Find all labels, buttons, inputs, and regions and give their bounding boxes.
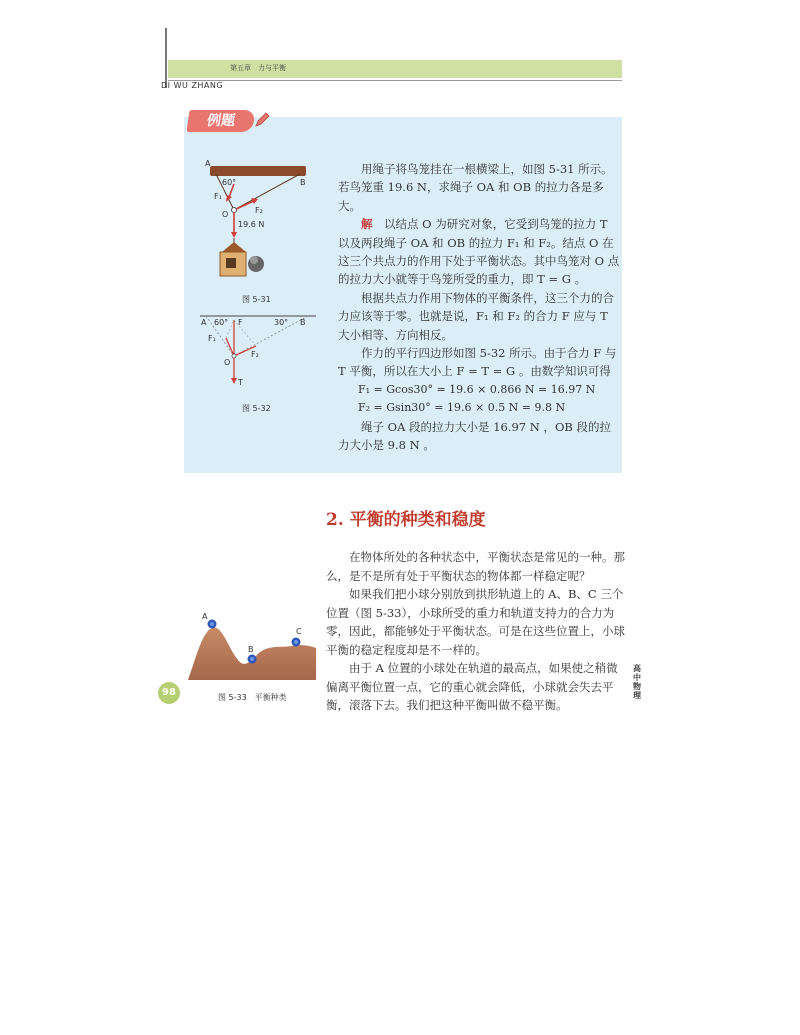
example-tag: 例题 xyxy=(186,110,255,132)
example-question: 用绳子将鸟笼挂在一根横梁上，如图 5-31 所示。若鸟笼重 19.6 N，求绳子 OA 和 OB 的拉力各是多大。 xyxy=(338,162,613,213)
example-conclusion: 绳子 OA 段的拉力大小是 16.97 N ，OB 段的拉力大小是 9.8 N 。 xyxy=(338,419,612,453)
fig31-angle: 60° xyxy=(222,178,237,187)
section-title: 2. 平衡的种类和稳度 xyxy=(326,510,486,530)
fig32-label-b: B xyxy=(300,318,306,327)
example-solution xyxy=(338,215,620,289)
fig31-label-o: O xyxy=(222,210,229,219)
fig31-caption: 图 5-31 xyxy=(242,295,271,304)
fig32-angle2: 30° xyxy=(274,318,289,327)
fig33-caption: 图 5-33 平衡种类 xyxy=(218,693,287,702)
example-paragraph-3: 根据共点力作用下物体的平衡条件，这三个力的合力应该等于零。也就是说，F₁ 和 F₂ 的合力 F 应与 T 大小相等、方向相反。 xyxy=(338,290,614,342)
fig31-label-f2: F₂ xyxy=(255,206,263,215)
example-paragraph-4: 作力的平行四边形如图 5-32 所示。由于合力 F 与 T 平衡，所以在大小上 F = T = G 。由数学知识可得 xyxy=(338,346,617,379)
page-number: 98 xyxy=(158,682,180,704)
chapter-title: 第五章 力与平衡 xyxy=(230,64,286,72)
fig31-label-a: A xyxy=(205,159,211,168)
header-rule xyxy=(168,80,622,81)
example-text xyxy=(338,160,620,455)
fig33-label-a: A xyxy=(202,612,208,621)
section-body xyxy=(326,548,626,715)
fig32-label-f1: F₁ xyxy=(208,334,216,343)
fig32-label-a: A xyxy=(201,318,207,327)
section-paragraph-3: 由于 A 位置的小球处在轨道的最高点，如果使之稍微偏离平衡位置一点，它的重心就会降低，小球就会失去平衡，滚落下去。我们把这种平衡叫做不稳平衡。 xyxy=(326,661,618,712)
fig31-label-b: B xyxy=(300,178,306,187)
header-vertical-rule xyxy=(165,28,167,88)
chapter-pinyin: DI WU ZHANG xyxy=(161,81,224,90)
pencil-icon xyxy=(254,112,270,128)
fig33-label-b: B xyxy=(248,645,254,654)
section-paragraph-2: 如果我们把小球分别放到拱形轨道上的 A、B、C 三个位置（图 5-33），小球所受的重力和轨道支持力的合力为零，因此，都能够处于平衡状态。可是在这些位置上，小球平衡的稳定程度却是不一样的。 xyxy=(326,587,625,657)
formula-f1: F₁ = Gcos30° = 19.6 × 0.866 N = 16.97 N xyxy=(358,382,596,396)
fig32-angle1: 60° xyxy=(214,318,229,327)
fig33-label-c: C xyxy=(296,627,302,636)
section-paragraph-1: 在物体所处的各种状态中，平衡状态是常见的一种。那么，是不是所有处于平衡状态的物体都一样稳定呢？ xyxy=(326,550,625,583)
solution-body: 以结点 O 为研究对象，它受到鸟笼的拉力 T 以及两段绳子 OA 和 OB 的拉力 F₁ 和 F₂。结点 O 在这三个共点力的作用下处于平衡状态。其中鸟笼对 O 点的拉力大小就等于鸟笼所受的重力，即 T = G 。 xyxy=(338,217,620,287)
fig32-caption: 图 5-32 xyxy=(242,404,271,413)
solution-lead: 解 xyxy=(361,217,373,232)
fig32-label-t: T xyxy=(238,378,243,387)
fig32-label-f2: F₂ xyxy=(251,350,259,359)
fig31-weight: 19.6 N xyxy=(238,220,265,229)
fig32-label-o: O xyxy=(224,358,231,367)
fig32-label-f: F xyxy=(238,318,243,327)
fig31-label-f1: F₁ xyxy=(214,192,222,201)
side-tag: 高中物理 xyxy=(633,664,641,700)
formula-f2: F₂ = Gsin30° = 19.6 × 0.5 N = 9.8 N xyxy=(358,401,566,415)
